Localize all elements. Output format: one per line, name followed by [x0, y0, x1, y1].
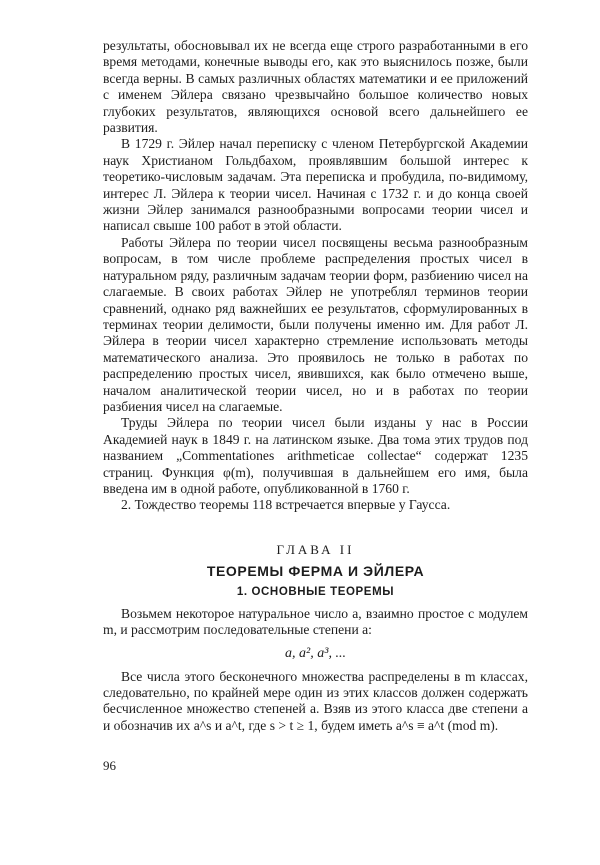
- chapter-label: ГЛАВА II: [276, 541, 355, 557]
- formula-powers: a, a², a³, ...: [285, 645, 346, 661]
- paragraph-euler-results: результаты, обосновывал их не всегда еще строго разработанными в его время методами, конечные выводы его, как это выяснилось позже, были всегда верны. В самых различных областях математики и ее приложений с именем Эйлера связано чрезвычайно большое количество новых глубоких результатов, являющихся основой всего дальнейшего ее развития.: [103, 38, 528, 136]
- paragraph-euler-collected-works: Труды Эйлера по теории чисел были изданы у нас в России Академией наук в 1849 г. на латинском языке. Два тома этих трудов под названием „Commentationes arithmeticae collectae“ содержат 1235 страниц. Функция φ(m), получившая в дальнейшем его имя, была введена им в одной работе, опубликованной в 1760 г.: [103, 415, 528, 496]
- chapter-title: ТЕОРЕМЫ ФЕРМА И ЭЙЛЕРА: [206, 562, 425, 579]
- paragraph-powers-intro: Возьмем некоторое натуральное число a, взаимно простое с модулем m, и рассмотрим последовательные степени a:: [103, 605, 528, 638]
- paragraph-goldbach-correspondence: В 1729 г. Эйлер начал переписку с членом Петербургской Академии наук Христианом Гольдбахом, проявлявшим большой интерес к теоретико-числовым задачам. Эта переписка и пробудила, по-видимому, интерес Л. Эйлера к теории чисел. Начиная с 1732 г. и до конца своей жизни Эйлер занимался разнообразными вопросами теории чисел и написал свыше 100 работ в этой области.: [103, 136, 528, 234]
- page-body: [103, 38, 528, 734]
- section-title: 1. ОСНОВНЫЕ ТЕОРЕМЫ: [236, 585, 395, 598]
- paragraph-euler-number-theory-works: Работы Эйлера по теории чисел посвящены весьма разнообразным вопросам, в том числе проблеме распределения простых чисел в натуральном ряду, различным задачам теории форм, разбиению чисел на слагаемые. В своих работах Эйлер не употреблял терминов теории сравнений, однако ряд важнейших ее результатов, сформулированных в терминах теории делимости, были получены именно им. Для работ Л. Эйлера в теории чисел характерно стремление использовать методы математического анализа. Это проявилось не только в работах по распределению простых чисел, явившихся, как было отмечено выше, началом аналитической теории чисел, но и в работах по теории разбиения чисел на слагаемые.: [103, 234, 528, 414]
- paragraph-classes-argument: Все числа этого бесконечного множества распределены в m классах, следовательно, по крайней мере один из этих классов должен содержать бесчисленное множество степеней a. Взяв из этого класса две степени a и обозначив их a^s и a^t, где s > t ≥ 1, будем иметь a^s ≡ a^t (mod m).: [103, 668, 528, 733]
- page-number: 96: [103, 758, 116, 773]
- paragraph-gauss-note: 2. Тождество теоремы 118 встречается впервые у Гаусса.: [121, 497, 451, 513]
